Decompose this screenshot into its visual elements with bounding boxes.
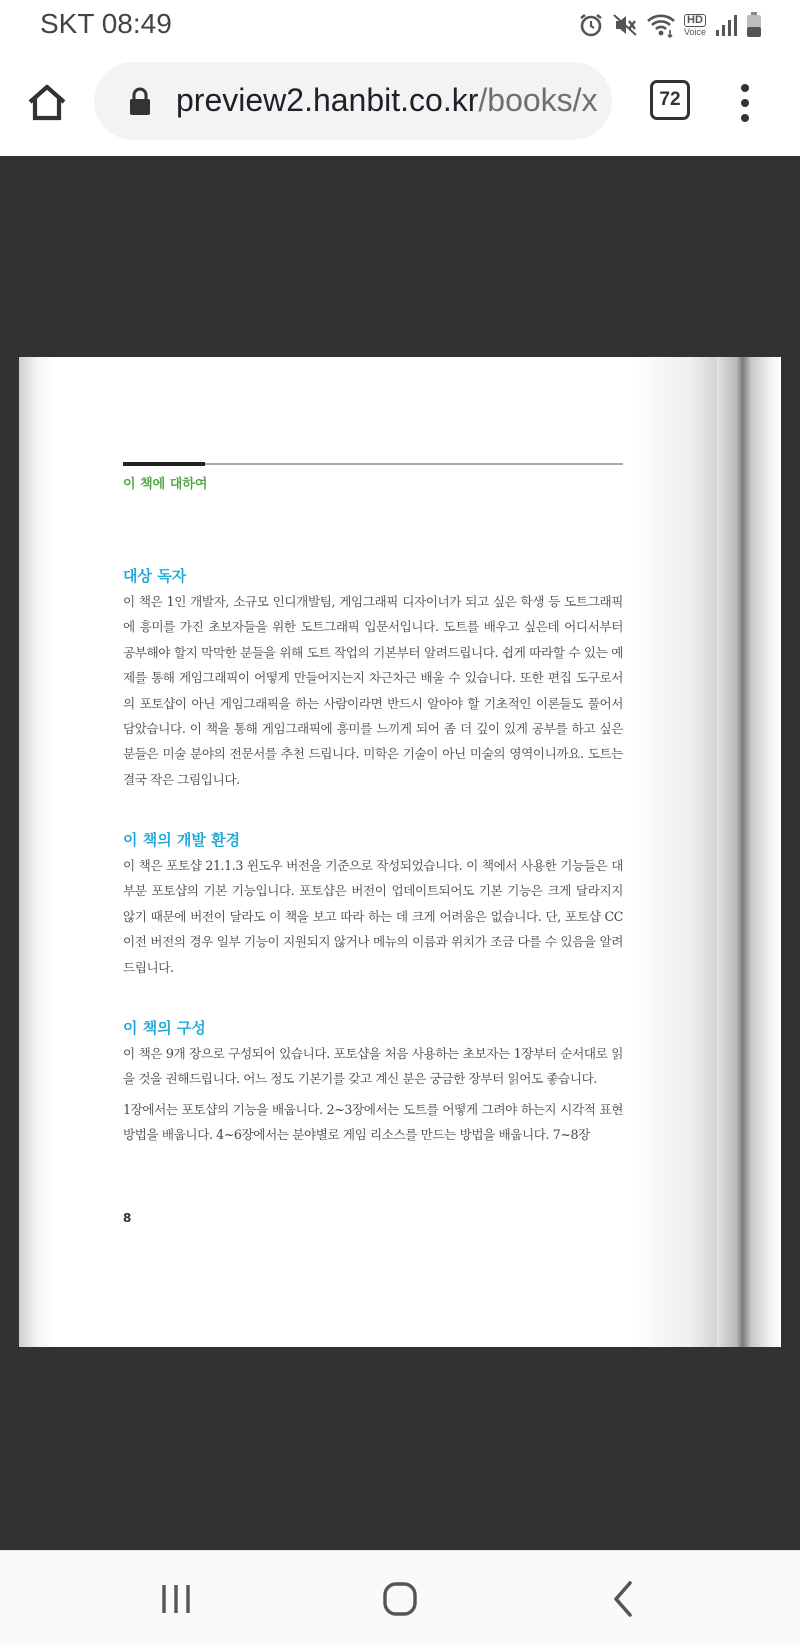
hd-label: HD bbox=[684, 14, 706, 27]
section-body-book-structure-1: 이 책은 9개 장으로 구성되어 있습니다. 포토샵을 처음 사용하는 초보자는 1장부터 순서대로 읽을 것을 권해드립니다. 어느 정도 기본기를 갖고 계신 분은 궁금한 장부터 읽어도 좋습니다. bbox=[123, 1046, 623, 1087]
mute-icon bbox=[612, 12, 638, 38]
status-bar bbox=[0, 0, 800, 50]
status-icons bbox=[578, 10, 762, 40]
status-time: SKT 08:49 bbox=[40, 8, 172, 39]
address-bar bbox=[0, 50, 800, 156]
battery-icon bbox=[746, 12, 762, 38]
page-curl-edge bbox=[647, 357, 717, 1347]
section-title-target-readers: 대상 독자 bbox=[123, 567, 187, 585]
running-head: 이 책에 대하여 bbox=[123, 477, 208, 492]
home-button[interactable] bbox=[24, 80, 70, 126]
home-button-icon[interactable] bbox=[376, 1575, 424, 1623]
page-number: 8 bbox=[123, 1211, 132, 1225]
alarm-icon bbox=[578, 12, 604, 38]
more-menu-icon[interactable] bbox=[730, 82, 760, 124]
section-body-target-readers: 이 책은 1인 개발자, 소규모 인디개발팀, 게임그래픽 디자이너가 되고 싶은 학생 등 도트그래픽에 흥미를 가진 초보자들을 위한 도트그래픽 입문서입니다. 도트를 배우고 싶은데 어디서부터 공부해야 할지 막막한 분들을 위해 도트 작업의 기본부터 알려드립니다. 쉽게 따라할 수 있는 예제를 통해 게임그래픽이 어떻게 만들어지는지 차근차근 배울 수 있습니다. 또한 편집 도구로서의 포토샵이 아닌 게임그래픽을 하는 사람이라면 반드시 알아야 할 기초적인 이론들도 풀어서 담았습니다. 이 책을 통해 게임그래픽에 흥미를 느끼게 되어 좀 더 깊이 있게 공부를 하고 싶은 분들은 미술 분야의 전문서를 추천 드립니다. 미학은 기술이 아닌 미술의 영역이니까요. 도트는 결국 작은 그림입니다. bbox=[123, 594, 623, 787]
url-path: /books/x bbox=[478, 82, 598, 118]
voice-label: Voice bbox=[683, 26, 706, 37]
url-host: preview2.hanbit.co.kr bbox=[176, 82, 479, 118]
section-body-dev-environment: 이 책은 포토샵 21.1.3 윈도우 버전을 기준으로 작성되었습니다. 이 책에서 사용한 기능들은 대부분 포토샵의 기본 기능입니다. 포토샵은 버전이 업데이트되어도 기본 기능은 크게 달라지지 않기 때문에 버전이 달라도 이 책을 보고 따라 하는 데 크게 어려움은 없습니다. 단, 포토샵 CC 이전 버전의 경우 일부 기능이 지원되지 않거나 메뉴의 이름과 위치가 조금 다를 수 있음을 알려드립니다. bbox=[123, 858, 623, 975]
section-title-book-structure: 이 책의 구성 bbox=[123, 1019, 206, 1037]
wifi-icon bbox=[646, 12, 676, 38]
back-icon[interactable] bbox=[600, 1575, 648, 1623]
page-gutter-shadow bbox=[19, 357, 53, 1347]
recent-apps-icon[interactable] bbox=[152, 1575, 200, 1623]
url-text[interactable] bbox=[176, 82, 598, 119]
hd-voice-icon bbox=[684, 14, 706, 37]
section-body-book-structure-2: 1장에서는 포토샵의 기능을 배웁니다. 2~3장에서는 도트를 어떻게 그려야 하는지 시각적 표현 방법을 배웁니다. 4~6장에서는 분야별로 게임 리소스를 만드는 방법을 배웁니다. 7~8장 bbox=[123, 1102, 623, 1143]
url-bar[interactable] bbox=[94, 62, 612, 140]
signal-icon bbox=[714, 13, 738, 37]
book-page bbox=[19, 357, 781, 1347]
document-viewer[interactable] bbox=[0, 156, 800, 1550]
system-nav-bar bbox=[0, 1550, 800, 1645]
header-rule-accent bbox=[123, 462, 205, 466]
tab-count: 72 bbox=[659, 89, 681, 110]
home-icon bbox=[24, 80, 70, 126]
tabs-icon[interactable] bbox=[650, 80, 690, 120]
page-content bbox=[123, 357, 643, 1347]
section-title-dev-environment: 이 책의 개발 환경 bbox=[123, 831, 241, 849]
lock-icon[interactable] bbox=[128, 87, 152, 121]
